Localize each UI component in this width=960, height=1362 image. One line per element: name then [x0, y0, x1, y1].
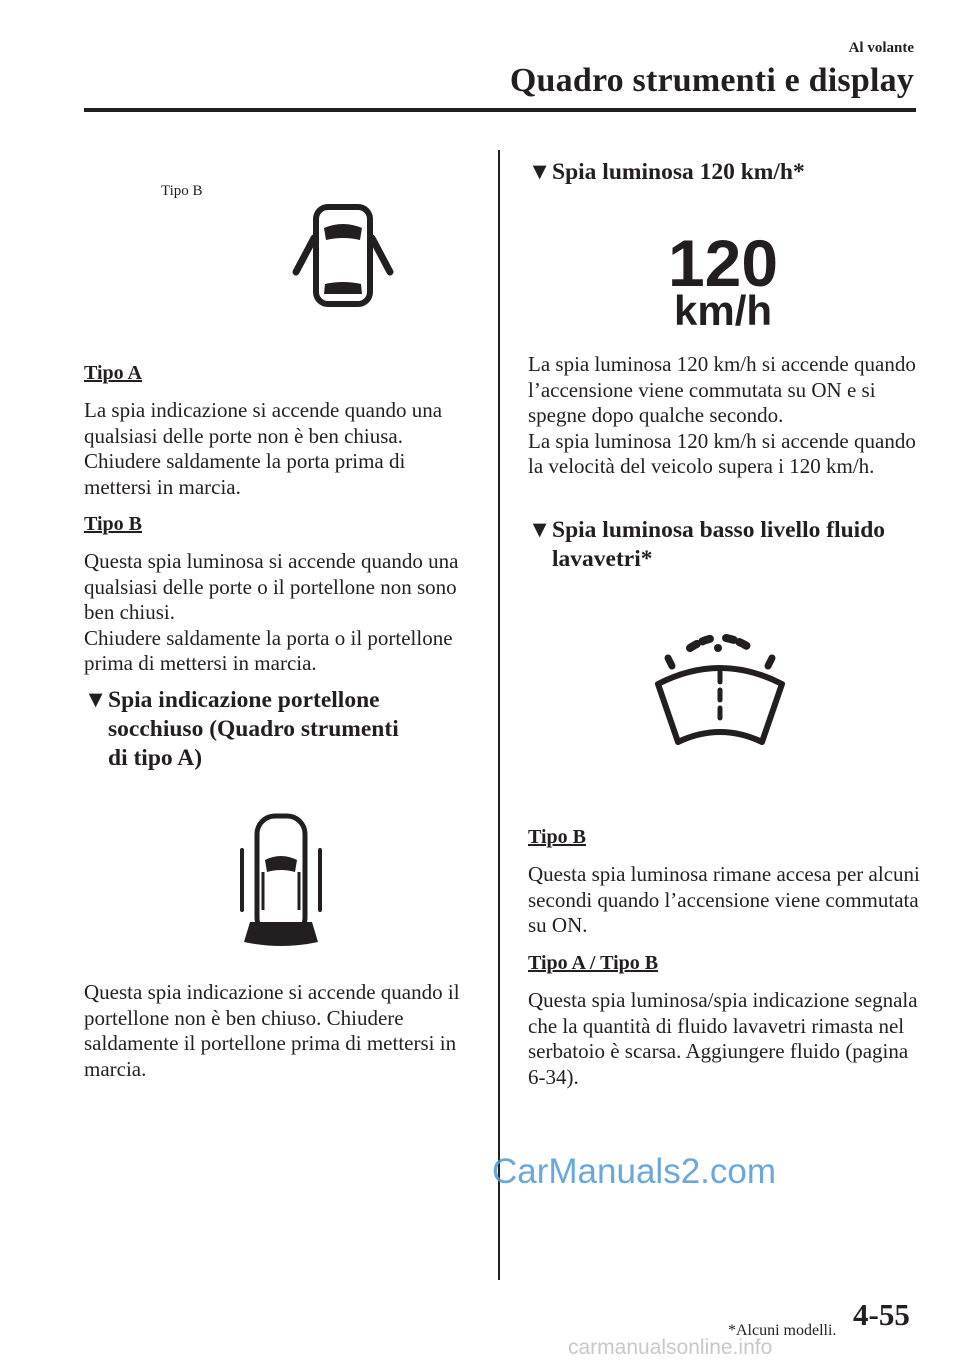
section-heading-washer: ▼Spia luminosa basso livello fluido lavavetri*	[528, 517, 886, 572]
washer-tipo-b-label: Tipo B	[528, 826, 586, 848]
washer-tipo-b-text: Questa spia luminosa rimane accesa per alcuni secondi quando l’accensione viene commutata su ON.	[528, 862, 920, 937]
tipo-a-label: Tipo A	[84, 362, 142, 384]
bottom-watermark: carmanualsonline.info	[568, 1336, 773, 1359]
footnote: *Alcuni modelli.	[728, 1322, 837, 1339]
tipo-a-text: La spia indicazione si accende quando una qualsiasi delle porte non è ben chiusa. Chiudere saldamente la porta prima di mettersi in marcia.	[84, 398, 443, 499]
page-number: 4-55	[853, 1297, 910, 1332]
tipo-b-text-2: Chiudere saldamente la porta o il portellone prima di mettersi in marcia.	[84, 625, 453, 675]
watermark-logo: CarManuals2.com	[492, 1152, 776, 1191]
section-heading-120: ▼Spia luminosa 120 km/h*	[528, 159, 805, 185]
tipo-b-icon-caption: Tipo B	[161, 183, 203, 199]
washer-tipo-ab-label: Tipo A / Tipo B	[528, 952, 659, 974]
tipo-b-label: Tipo B	[84, 513, 142, 535]
svg-text:km/h: km/h	[673, 287, 773, 330]
section-heading-portellone: ▼Spia indicazione portellone socchiuso (Quadro strumenti di tipo A)	[84, 687, 399, 771]
speed-120-text-2: La spia luminosa 120 km/h si accende quando la velocità del veicolo supera i 120 km/h.	[528, 428, 916, 478]
speed-120-icon	[668, 228, 778, 330]
column-divider	[498, 150, 500, 1280]
svg-text:120: 120	[668, 228, 778, 300]
washer-fluid-icon	[650, 632, 790, 748]
speed-120-text-1: La spia luminosa 120 km/h si accende quando l’accensione viene commutata su ON e si spegne dopo qualche secondo.	[528, 352, 916, 427]
liftgate-ajar-icon	[238, 810, 324, 950]
section-label: Al volante	[848, 40, 914, 56]
door-ajar-icon	[290, 200, 396, 310]
portellone-text: Questa spia indicazione si accende quando il portellone non è ben chiuso. Chiudere saldamente il portellone prima di mettersi in marcia.	[84, 980, 460, 1081]
washer-tipo-ab-text: Questa spia luminosa/spia indicazione segnala che la quantità di fluido lavavetri rimasta nel serbatoio è scarsa. Aggiungere fluido (pagina 6-34).	[528, 988, 918, 1089]
tipo-b-text-1: Questa spia luminosa si accende quando una qualsiasi delle porte o il portellone non sono ben chiusi.	[84, 549, 459, 624]
header-rule	[84, 108, 916, 112]
page-title: Quadro strumenti e display	[509, 62, 914, 99]
